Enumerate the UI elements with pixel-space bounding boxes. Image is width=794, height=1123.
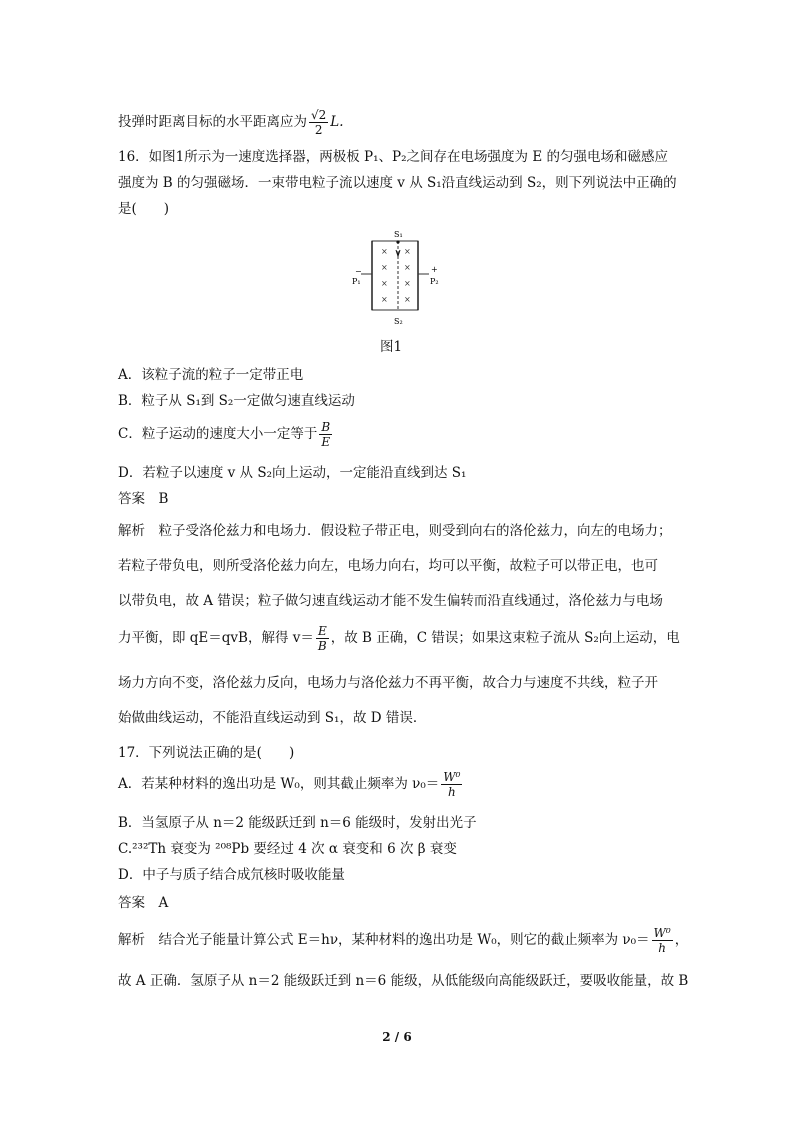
svg-text:×: × [404, 279, 411, 288]
inlet-hole [396, 240, 399, 243]
svg-text:×: × [381, 279, 388, 288]
q16-option-d: D．若粒子以速度 v 从 S₂向上运动，一定能沿直线到达 S₁ [118, 465, 467, 481]
b-over-e-fraction: $\frac{B}{E}$ [321, 420, 331, 449]
q17-option-a: A．若某种材料的逸出功是 W₀，则其截止频率为 ν₀＝ $\frac{\text{W⁰}}{h}$ [118, 770, 461, 799]
q16-explanation-line1: 解析 粒子受洛伦兹力和电场力．假设粒子带正电，则受到向右的洛伦兹力，向左的电场力； [118, 523, 672, 539]
magnetic-field-crosses [381, 247, 411, 304]
top-line-text: 投弹时距离目标的水平距离应为 [118, 114, 307, 130]
q16-answer: 答案 B [118, 491, 169, 507]
svg-text:×: × [404, 247, 411, 256]
q16-explanation-line3: 以带负电，故 A 错误；粒子做匀速直线运动才能不发生偏转而沿直线通过，洛伦兹力与电场 [118, 593, 663, 609]
q16-explanation-line6: 始做曲线运动，不能沿直线运动到 S₁，故 D 错误． [118, 710, 427, 726]
svg-text:×: × [381, 263, 388, 272]
svg-text:×: × [404, 263, 411, 272]
top-line-tail: L. [330, 114, 344, 130]
figure-caption: 图1 [380, 339, 403, 355]
q17-option-c: C.²³²Th 衰变为 ²⁰⁸Pb 要经过 4 次 α 衰变和 6 次 β 衰变 [118, 841, 457, 857]
figure-label-p1: P₁ [352, 277, 361, 286]
q17-answer: 答案 A [118, 895, 169, 911]
svg-text:×: × [404, 295, 411, 304]
w0-over-h-fraction: $\frac{\text{W⁰}}{h}$ [443, 770, 461, 799]
figure-label-p2: P₂ [430, 277, 439, 286]
q17-stem: 17．下列说法正确的是( ) [118, 745, 295, 761]
q16-option-c: C．粒子运动的速度大小一定等于 $\frac{B}{E}$ [118, 420, 331, 449]
q16-option-a: A．该粒子流的粒子一定带正电 [118, 367, 304, 383]
page-number: 2 / 6 [382, 1030, 412, 1044]
sqrt2-over-2-fraction: $\frac{√2}{2}$ [311, 108, 327, 137]
field-region [372, 241, 418, 310]
svg-text:×: × [381, 247, 388, 256]
e-over-b-fraction: $\frac{E}{B}$ [317, 624, 327, 653]
velocity-selector-figure [340, 226, 460, 328]
p1-sign: − [355, 267, 362, 276]
q17-option-b: B．当氢原子从 n＝2 能级跃迁到 n＝6 能级时，发射出光子 [118, 815, 477, 831]
figure-label-s2: S₂ [394, 317, 403, 326]
q17-explanation-line1: 解析 结合光子能量计算公式 E＝hν，某种材料的逸出功是 W₀，则它的截止频率为 ν₀＝ $\frac{\text{W⁰}}{h}$ ， [118, 926, 689, 955]
figure-label-s1: S₁ [394, 230, 403, 239]
p2-sign: + [431, 265, 438, 274]
q16-explanation-line2: 若粒子带负电，则所受洛伦兹力向左，电场力向右，均可以平衡，故粒子可以带正电，也可 [118, 558, 658, 574]
q16-explanation-line4: 力平衡，即 qE＝qvB，解得 v＝ $\frac{E}{B}$ ，故 B 正确，C 错误；如果这束粒子流从 S₂向上运动，电 [118, 624, 680, 653]
q16-stem-line3: 是( ) [118, 201, 170, 217]
q16-stem-line1: 16．如图1所示为一速度选择器，两极板 P₁、P₂之间存在电场强度为 E 的匀强电场和磁感应 [118, 149, 668, 165]
w0-over-h-fraction-2: $\frac{\text{W⁰}}{h}$ [653, 926, 671, 955]
q16-option-b: B．粒子从 S₁到 S₂一定做匀速直线运动 [118, 393, 355, 409]
q16-explanation-line5: 场力方向不变，洛伦兹力反向，电场力与洛伦兹力不再平衡，故合力与速度不共线，粒子开 [118, 675, 658, 691]
q17-option-d: D．中子与质子结合成氘核时吸收能量 [118, 867, 345, 883]
q16-stem-line2: 强度为 B 的匀强磁场．一束带电粒子流以速度 v 从 S₁沿直线运动到 S₂，则下列说法中正确的 [118, 175, 677, 191]
top-line [118, 108, 344, 137]
svg-text:×: × [381, 295, 388, 304]
q17-explanation-line2: 故 A 正确．氢原子从 n＝2 能级跃迁到 n＝6 能级，从低能级向高能级跃迁，要吸收能量，故 B [118, 973, 689, 989]
